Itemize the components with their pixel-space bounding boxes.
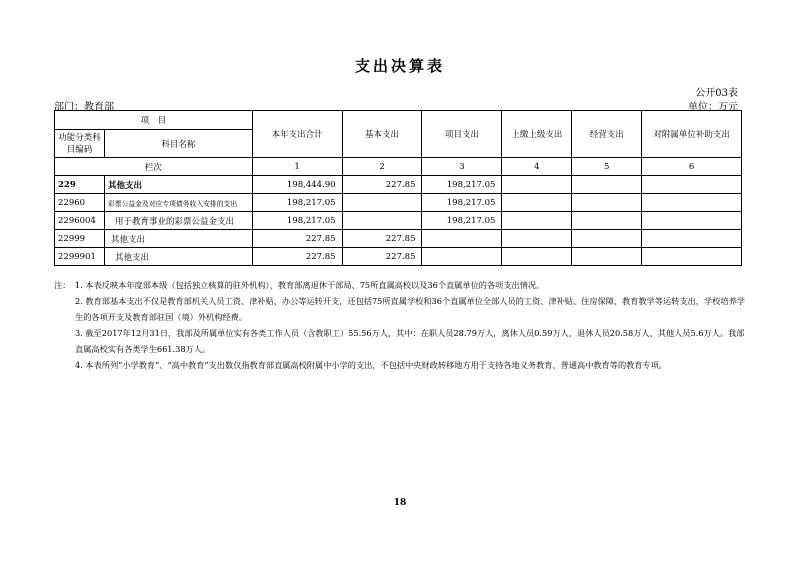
note-item xyxy=(54,357,746,373)
upper-value xyxy=(502,230,572,248)
row-number-label: 栏次 xyxy=(55,158,253,176)
project-value xyxy=(422,248,502,266)
note-text: 4. 本表所列“小学教育”、“高中教育”支出数仅指教育部直属高校附属中小学的支出，不包括中央财政转移地方用于支持各地义务教育、普通高中教育等的教育专项。 xyxy=(75,360,668,370)
business-value xyxy=(572,176,642,194)
subject-name: 其他支出 xyxy=(104,176,252,194)
basic-value xyxy=(342,194,422,212)
subject-name: 其他支出 xyxy=(104,248,252,266)
note-item xyxy=(54,293,746,325)
business-value xyxy=(572,212,642,230)
col-header-upper: 上缴上级支出 xyxy=(502,111,572,158)
table-row xyxy=(55,212,742,230)
department-label: 部门：教育部 xyxy=(54,102,114,113)
col-number: 2 xyxy=(342,158,422,176)
expenditure-table xyxy=(54,110,742,266)
func-code: 22999 xyxy=(55,230,105,248)
page-title: 支出决算表 xyxy=(354,57,445,75)
func-code: 229 xyxy=(55,176,105,194)
func-code: 22960 xyxy=(55,194,105,212)
subsidy-value xyxy=(642,176,742,194)
subsidy-value xyxy=(642,230,742,248)
table-row xyxy=(55,248,742,266)
col-number: 6 xyxy=(642,158,742,176)
note-text: 2. 教育部基本支出不仅是教育部机关人员工资、津补贴、办公等运转开支，还包括75所直属学校和36个直属单位全部人员的工资、津补贴、住房保障、教育教学等运转支出，学校培养学生的各项开支及教育部驻国（境）外机构经费。 xyxy=(75,296,745,322)
basic-value: 227.85 xyxy=(342,230,422,248)
note-text: 3. 截至2017年12月31日，我部及所属单位实有各类工作人员（含教职工）55.56万人，其中：在职人员28.79万人，离休人员0.59万人，退休人员20.58万人，其他人员5.6万人。我部直属高校实有各类学生661.38万人。 xyxy=(75,328,745,354)
col-number: 3 xyxy=(422,158,502,176)
col-number: 5 xyxy=(572,158,642,176)
col-number: 1 xyxy=(252,158,342,176)
subject-name-header: 科目名称 xyxy=(104,130,252,158)
total-value: 198,444.90 xyxy=(252,176,342,194)
project-value: 198,217.05 xyxy=(422,194,502,212)
total-value: 198,217.05 xyxy=(252,194,342,212)
project-value: 198,217.05 xyxy=(422,176,502,194)
table-row xyxy=(55,176,742,194)
col-header-project: 项目支出 xyxy=(422,111,502,158)
upper-value xyxy=(502,176,572,194)
col-header-subsidy: 对附属单位补助支出 xyxy=(642,111,742,158)
project-value xyxy=(422,230,502,248)
basic-value: 227.85 xyxy=(342,248,422,266)
total-value: 227.85 xyxy=(252,248,342,266)
business-value xyxy=(572,194,642,212)
col-header-business: 经营支出 xyxy=(572,111,642,158)
note-text: 1. 本表反映本年度部本级（包括独立核算的驻外机构）、教育部离退休干部局、75所直属高校以及36个直属单位的各项支出情况。 xyxy=(75,280,545,290)
form-number: 公开03表 xyxy=(695,88,738,99)
business-value xyxy=(572,230,642,248)
business-value xyxy=(572,248,642,266)
col-number: 4 xyxy=(502,158,572,176)
table-row xyxy=(55,230,742,248)
note-item xyxy=(54,325,746,357)
func-code: 2296004 xyxy=(55,212,105,230)
func-code-header: 功能分类科目编码 xyxy=(55,130,105,158)
note-item xyxy=(54,277,746,293)
notes-label: 注： xyxy=(54,280,71,290)
page-number: 18 xyxy=(393,498,407,508)
upper-value xyxy=(502,248,572,266)
notes-section xyxy=(54,277,746,373)
subject-name: 其他支出 xyxy=(104,230,252,248)
upper-value xyxy=(502,194,572,212)
subsidy-value xyxy=(642,194,742,212)
func-code: 2299901 xyxy=(55,248,105,266)
item-group-header: 项 目 xyxy=(55,111,253,130)
subject-name: 彩票公益金及对应专项债务收入安排的支出 xyxy=(104,194,252,212)
subsidy-value xyxy=(642,248,742,266)
col-header-total: 本年支出合计 xyxy=(252,111,342,158)
upper-value xyxy=(502,212,572,230)
table-row xyxy=(55,194,742,212)
basic-value: 227.85 xyxy=(342,176,422,194)
total-value: 198,217.05 xyxy=(252,212,342,230)
subject-name: 用于教育事业的彩票公益金支出 xyxy=(104,212,252,230)
total-value: 227.85 xyxy=(252,230,342,248)
col-header-basic: 基本支出 xyxy=(342,111,422,158)
unit-label: 单位：万元 xyxy=(688,102,738,113)
basic-value xyxy=(342,212,422,230)
subsidy-value xyxy=(642,212,742,230)
project-value: 198,217.05 xyxy=(422,212,502,230)
